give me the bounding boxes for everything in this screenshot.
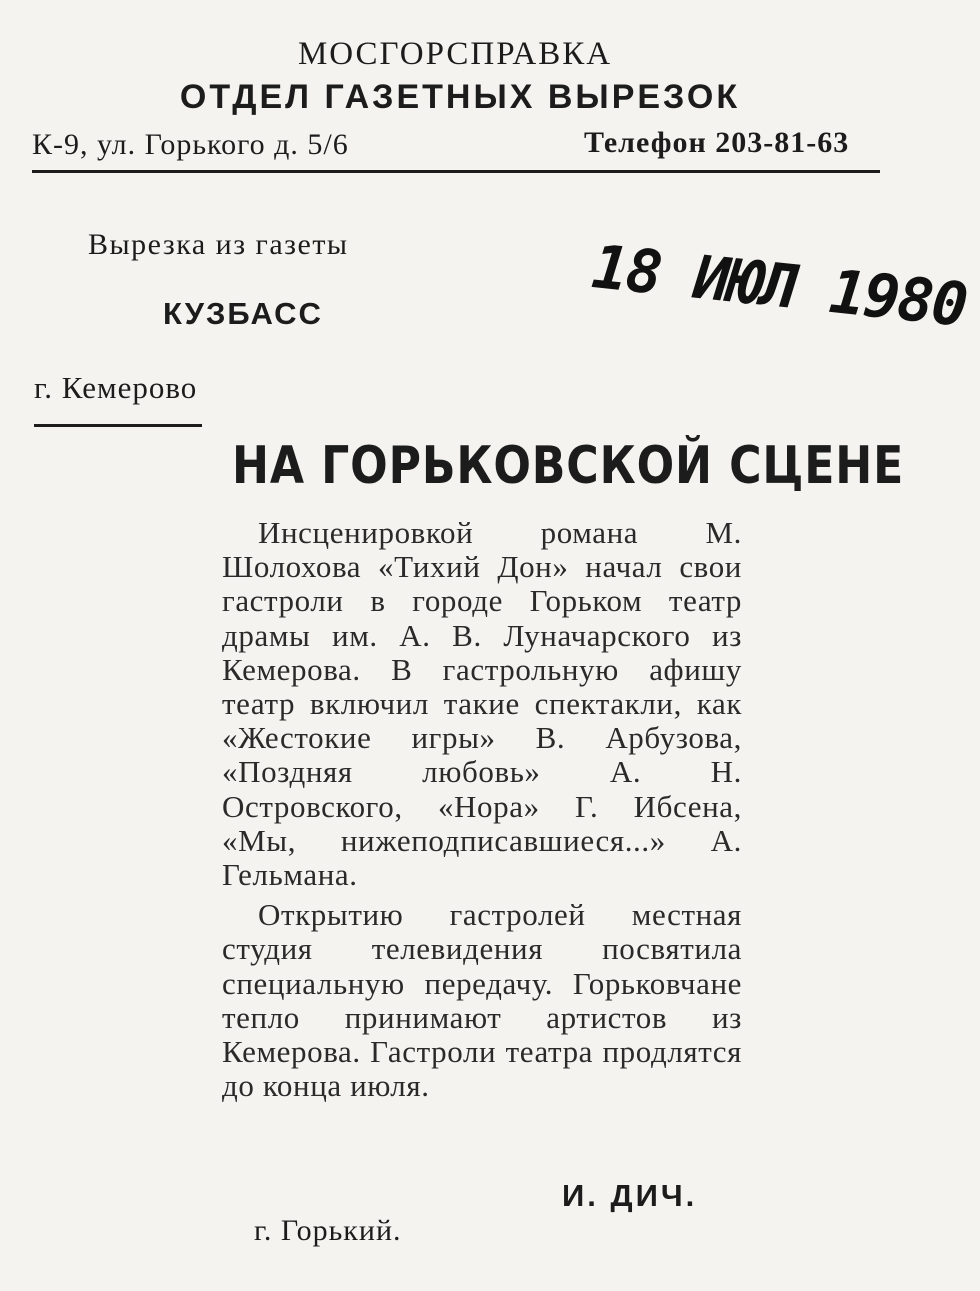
agency-phone: Телефон 203-81-63 [584,126,850,159]
date-stamp: 18 ИЮЛ 1980 [588,232,970,341]
department-name: ОТДЕЛ ГАЗЕТНЫХ ВЫРЕЗОК [179,78,741,116]
article-body [222,516,742,1103]
header-divider [32,170,880,173]
source-divider [34,424,202,427]
newspaper-name: КУЗБАСС [163,296,323,331]
newspaper-city: г. Кемерово [34,370,198,405]
article-location: г. Горький. [254,1214,402,1247]
article-headline: НА ГОРЬКОВСКОЙ СЦЕНЕ [232,436,905,496]
article-author: И. ДИЧ. [562,1178,698,1213]
agency-name: МОСГОРСПРАВКА [297,36,613,72]
article-paragraph: Инсценировкой романа М. Шолохова «Тихий Дон» начал свои гастроли в городе Горьком театр драмы им. А. В. Луначарского из Кемерова. В гастрольную афишу театр включил такие спектакли, как «Жестокие игры» В. Арбузова, «Поздняя любовь» А. Н. Островского, «Нора» Г. Ибсена, «Мы, нижеподписавшиеся...» А. Гельмана. [222,515,742,893]
clipping-label: Вырезка из газеты [88,228,349,261]
article-paragraph: Открытию гастролей местная студия телевидения посвятила специальную передачу. Горьковчане тепло принимают артистов из Кемерова. Гастроли театра продлятся до конца июля. [222,897,742,1104]
agency-address: К-9, ул. Горького д. 5/6 [32,128,349,161]
